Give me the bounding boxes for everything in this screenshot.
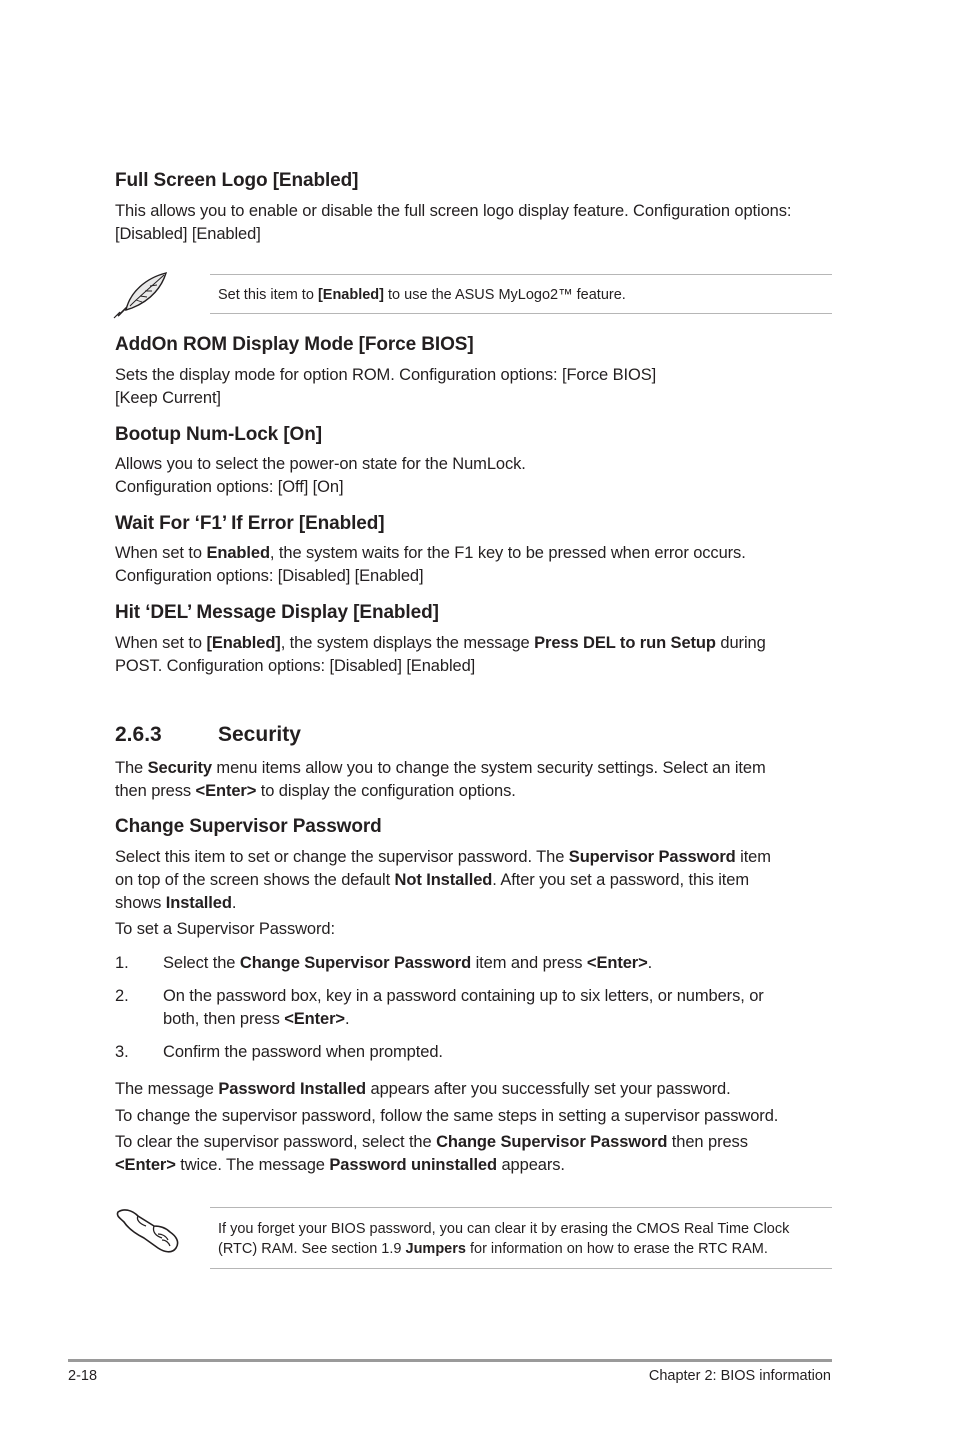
pointing-hand-icon xyxy=(114,1204,182,1256)
chapter-title: Chapter 2: BIOS information xyxy=(648,1368,831,1384)
heading-hit-del: Hit ‘DEL’ Message Display [Enabled] xyxy=(115,602,439,623)
desc-wait-f1: When set to Enabled, the system waits for the F1 key to be pressed when error occurs. Configuration options: [Disabled] [Enabled] xyxy=(115,544,746,585)
note-mylogo: Set this item to [Enabled] to use the ASUS MyLogo2™ feature. xyxy=(210,274,832,314)
csp-installed-msg: The message Password Installed appears after you successfully set your password. xyxy=(115,1080,731,1098)
desc-full-screen-logo: This allows you to enable or disable the full screen logo display feature. Configuration options: [Disabled] [Enabled] xyxy=(115,202,792,243)
heading-full-screen-logo: Full Screen Logo [Enabled] xyxy=(115,170,359,191)
csp-clear-msg: To clear the supervisor password, select the Change Supervisor Password then press <Enter> twice. The message Password uninstalled appears. xyxy=(115,1133,748,1174)
heading-wait-f1: Wait For ‘F1’ If Error [Enabled] xyxy=(115,513,385,534)
desc-addon-rom: Sets the display mode for option ROM. Configuration options: [Force BIOS] [Keep Current] xyxy=(115,366,657,407)
heading-change-supervisor-password: Change Supervisor Password xyxy=(115,816,382,837)
desc-bootup-numlock: Allows you to select the power-on state for the NumLock. Configuration options: [Off] [On] xyxy=(115,455,526,496)
csp-change-msg: To change the supervisor password, follow the same steps in setting a supervisor password. xyxy=(115,1107,779,1125)
heading-addon-rom: AddOn ROM Display Mode [Force BIOS] xyxy=(115,334,474,355)
desc-hit-del: When set to [Enabled], the system displays the message Press DEL to run Setup during POST. Configuration options: [Disabled] [Enabled] xyxy=(115,634,766,675)
page-number: 2-18 xyxy=(68,1368,98,1384)
section-title-security: 2.6.3 Security xyxy=(115,723,301,746)
security-intro: The Security menu items allow you to change the system security settings. Select an item then press <Enter> to display the configuration options. xyxy=(115,759,766,800)
feather-pen-icon xyxy=(112,270,170,320)
note-bios-password: If you forget your BIOS password, you can clear it by erasing the CMOS Real Time Clock (RTC) RAM. See section 1.9 Jumpers for information on how to erase the RTC RAM. xyxy=(210,1207,832,1269)
heading-bootup-numlock: Bootup Num-Lock [On] xyxy=(115,424,322,445)
footer-divider xyxy=(68,1359,832,1362)
csp-desc: Select this item to set or change the supervisor password. The Supervisor Password item on top of the screen shows the default Not Installed. After you set a password, this item shows Installed. xyxy=(115,848,771,912)
manual-page: Full Screen Logo [Enabled] This allows you to enable or disable the full screen logo display feature. Configuration options: [Disabled] [Enabled] Set this item to [Enabled] to use the ASUS MyLogo2™ feature. AddOn ROM Display Mode [Force BIOS] Sets the display mode for option ROM. Configuration options: [Force BIOS] [Keep Current] Bootup Num-Lock [On] Allows you to select the power-on state for the NumLock. Configuration options: [Off] [On] Wait For ‘F1’ If Error [Enabled] When set to Enabled, the system waits for the F1 key to be pressed when error occurs. Configuration options: [Disabled] [Enabled] Hit ‘DEL’ Message Display [Enabled] When set to [Enabled], the system displays the message Press DEL to run Setup during POST. Configuration options: [Disabled] [Enabled] 2.6.3 Security The Security menu items allow you to change the system security settings. Select an item then press <Enter> to display the configuration options. Change Supervisor Password Select this item to set or change the supervisor password. The Supervisor Password item on top of the screen shows the default Not Installed. After you set a password, this item shows Installed. To set a Supervisor Password: 1. Select the Change Supervisor Password item and press <Enter>. 2. On the password box, key in a password containing up to six letters, or numbers, or both, then press <Enter>. 3. Confirm the password when prompted. The message Password Installed appears after you successfully set your password. To change the supervisor password, follow the same steps in setting a supervisor password. To clear the supervisor password, select the Change Supervisor Password then press <Enter> twice. The message Password uninstalled appears. If you forget your BIOS password, you can clear it by erasing the CMOS Real Time Clock (RTC) RAM. See section 1.9 Jumpers for information on how to erase the RTC RAM. 2-18 Chapter 2: BIOS information xyxy=(0,0,954,1438)
csp-to-set: To set a Supervisor Password: xyxy=(115,920,335,938)
